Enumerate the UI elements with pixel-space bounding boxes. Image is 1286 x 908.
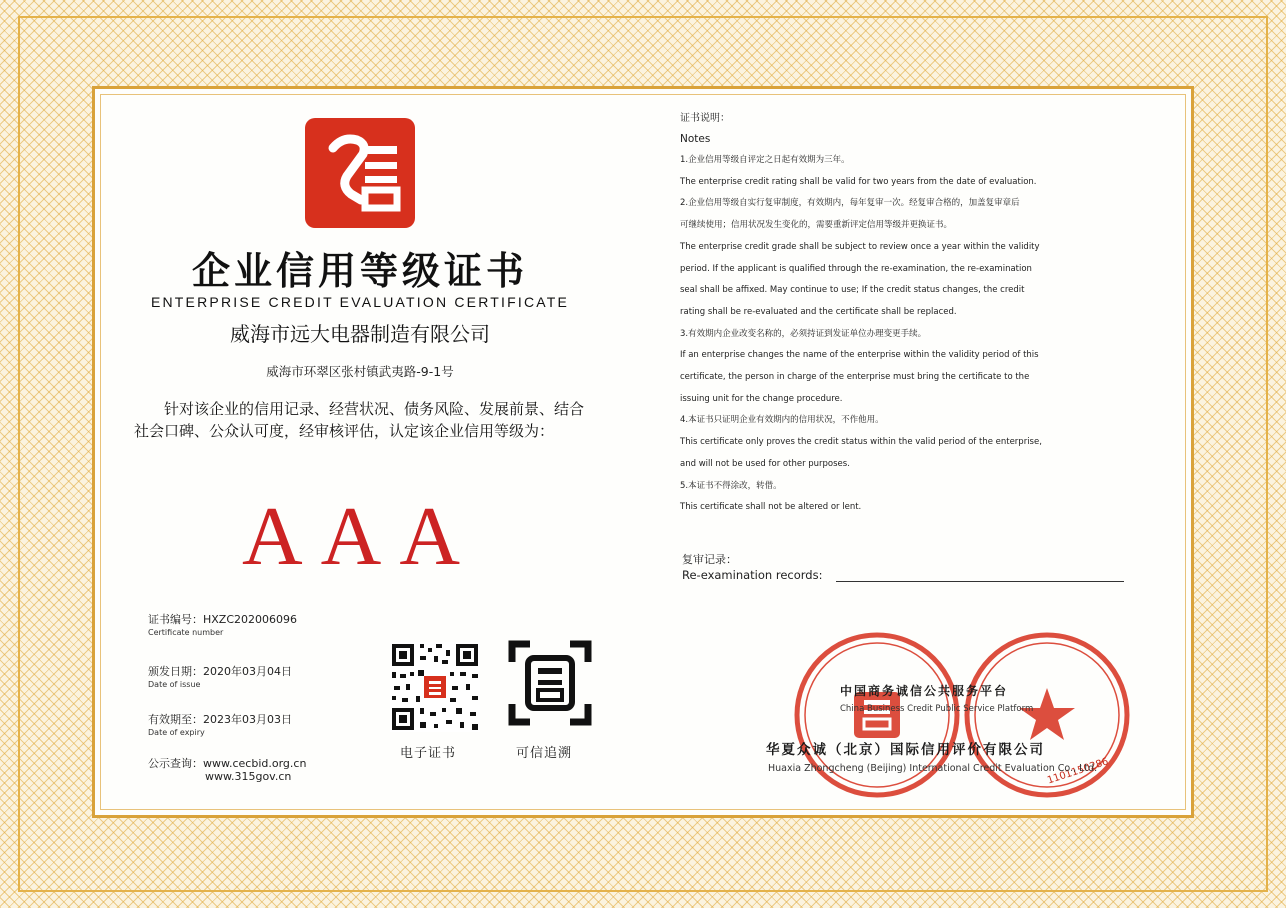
company-name: 威海市远大电器制造有限公司 (230, 322, 490, 346)
query-url-cecbid[interactable]: www.cecbid.org.cn (203, 757, 307, 770)
note-line: 1.企业信用等级自评定之日起有效期为三年。 (680, 155, 850, 165)
note-line: period. If the applicant is qualified through the re-examination, the re-examination (680, 263, 1032, 274)
expiry-date-row (148, 708, 292, 727)
certificate-number-label: 证书编号： (148, 613, 203, 626)
issuer-company-name-en: Huaxia Zhongcheng (Beijing) International Credit Evaluation Co., Ltd. (768, 763, 1098, 774)
note-line: certificate, the person in charge of the enterprise must bring the certificate to the (680, 372, 1030, 383)
issue-date-row (148, 660, 292, 679)
note-line: rating shall be re-evaluated and the certificate shall be replaced. (680, 306, 957, 317)
issuer-company-name-zh: 华夏众诚（北京）国际信用评价有限公司 (766, 742, 1045, 758)
evaluation-statement: 针对该企业的信用记录、经营状况、债务风险、发展前景、结合社会口碑、公众认可度，经审核评估，认定该企业信用等级为： (134, 400, 585, 440)
query-url-315gov[interactable]: www.315gov.cn (205, 770, 292, 783)
certificate-title-zh: 企业信用等级证书 (191, 248, 528, 293)
notes-section (680, 110, 1140, 519)
note-line: seal shall be affixed. May continue to use; If the credit status changes, the credit (680, 285, 1025, 296)
note-line: If an enterprise changes the name of the enterprise within the validity period of this (680, 350, 1039, 361)
qr-caption: 电子证书 (400, 746, 457, 761)
qr-code-icon[interactable] (390, 642, 480, 732)
credit-logo-icon (305, 118, 415, 228)
reexam-label-en: Re-examination records: (682, 568, 823, 582)
notes-heading-zh: 证书说明： (680, 113, 730, 124)
note-line: 3.有效期内企业改变名称的，必须持证到发证单位办理变更手续。 (680, 328, 927, 339)
note-line: issuing unit for the change procedure. (680, 393, 843, 404)
notes-heading-en: Notes (680, 133, 711, 145)
query-row (148, 752, 306, 771)
expiry-date: 2023年03月03日 (203, 713, 292, 726)
reexam-label-zh: 复审记录： (682, 553, 737, 566)
issuer-platform-name-zh: 中国商务诚信公共服务平台 (840, 684, 1009, 698)
issue-date-label-en: Date of issue (148, 680, 201, 689)
certificate-title-en: ENTERPRISE CREDIT EVALUATION CERTIFICATE (150, 294, 570, 310)
credit-grade: AAA (242, 490, 478, 583)
issuer-platform-name-en: China Business Credit Public Service Platform (840, 704, 1034, 714)
note-line: 2.企业信用等级自实行复审制度，有效期内，每年复审一次。经复审合格的，加盖复审章后 (680, 198, 1020, 209)
certificate-number-label-en: Certificate number (148, 628, 224, 637)
expiry-date-label: 有效期至： (148, 713, 203, 726)
note-line: This certificate only proves the credit status within the valid period of the enterprise, (680, 437, 1042, 448)
seal-platform-icon (792, 630, 962, 800)
certificate-number: HXZC202006096 (203, 613, 298, 626)
note-line: 4.本证书只证明企业有效期内的信用状况，不作他用。 (680, 415, 884, 426)
expiry-date-label-en: Date of expiry (148, 728, 205, 737)
certificate-number-row (148, 608, 297, 627)
company-address: 威海市环翠区张村镇武夷路-9-1号 (266, 364, 454, 379)
note-line: The enterprise credit rating shall be valid for two years from the date of evaluation. (680, 176, 1037, 187)
note-line: This certificate shall not be altered or lent. (680, 502, 862, 513)
trace-icon (508, 640, 592, 726)
query-label: 公示查询： (148, 757, 203, 770)
note-line: The enterprise credit grade shall be subject to review once a year within the validity (680, 241, 1040, 252)
reexam-signature-line (836, 581, 1124, 582)
issue-date-label: 颁发日期： (148, 665, 203, 678)
note-line: 可继续使用；信用状况发生变化的，需要重新评定信用等级并更换证书。 (680, 220, 953, 231)
note-line: and will not be used for other purposes. (680, 458, 850, 469)
issue-date: 2020年03月04日 (203, 665, 292, 678)
trace-caption: 可信追溯 (516, 746, 573, 761)
seal-company-number: 1101150286 (1046, 756, 1110, 787)
note-line: 5.本证书不得涂改，转借。 (680, 480, 782, 491)
